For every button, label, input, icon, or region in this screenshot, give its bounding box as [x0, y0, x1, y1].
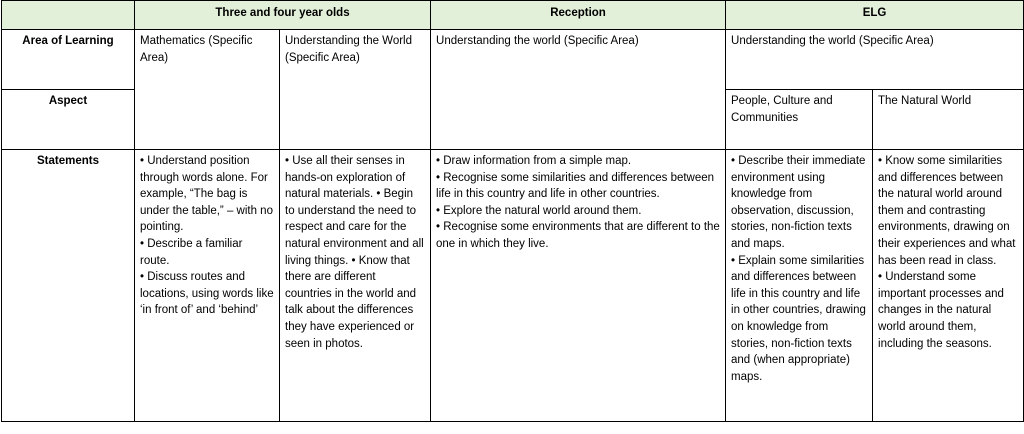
area-utw-three-four: Understanding the World (Specific Area) [280, 30, 431, 150]
label-statements: Statements [2, 150, 135, 422]
statement-item: • Recognise some environments that are different to the one in which they live. [436, 221, 720, 250]
statement-item: • Know some similarities and differences between the natural world around them and contrasting environments, drawing on their experiences and what has been read in class. [878, 155, 1016, 267]
header-row [2, 1, 1024, 30]
statements-mathematics [135, 150, 280, 422]
curriculum-table [1, 0, 1024, 422]
statement-item: • Draw information from a simple map. [436, 155, 632, 167]
statement-item: • Explain some similarities and differences between life in this country and life in other countries, drawing on knowledge from stories, non-fiction texts and (when appropriate) maps. [731, 254, 866, 383]
statement-item: • Describe a familiar route. [140, 237, 243, 267]
statement-item: • Explore the natural world around them. [436, 204, 642, 217]
header-reception: Reception [431, 1, 726, 30]
statement-item: • Describe their immediate environment using knowledge from observation, discussion, stories, non-fiction texts and maps. [731, 155, 866, 250]
statements-natural-world [873, 150, 1024, 422]
header-three-four-year-olds: Three and four year olds [135, 1, 431, 30]
aspect-natural-world: The Natural World [873, 90, 1024, 150]
label-aspect: Aspect [2, 90, 135, 150]
header-blank [2, 1, 135, 30]
area-utw-elg: Understanding the world (Specific Area) [726, 30, 1024, 90]
header-elg: ELG [726, 1, 1024, 30]
statements-row [2, 150, 1024, 422]
aspect-people-culture: People, Culture and Communities [726, 90, 873, 150]
area-mathematics: Mathematics (Specific Area) [135, 30, 280, 150]
statements-utw-three-four [280, 150, 431, 422]
statement-item: • Recognise some similarities and differences between life in this country and life in other countries. [436, 171, 715, 201]
area-row [2, 30, 1024, 90]
statements-people-culture [726, 150, 873, 422]
label-area-of-learning: Area of Learning [2, 30, 135, 90]
statements-reception [431, 150, 726, 422]
statement-item: • Use all their senses in hands-on exploration of natural materials. • Begin to understand the need to respect and care for the natural environment and all living things. • Know that there are different countries in the world and talk about the differences they have experienced or seen in photos. [285, 155, 424, 350]
statement-item: • Understand some important processes and changes in the natural world around them, including the seasons. [878, 271, 1004, 350]
statement-item: • Discuss routes and locations, using words like ‘in front of’ and ‘behind’ [140, 271, 274, 317]
area-utw-reception: Understanding the world (Specific Area) [431, 30, 726, 150]
statement-item: • Understand position through words alone. For example, “The bag is under the table,” – with no pointing. [140, 155, 273, 234]
